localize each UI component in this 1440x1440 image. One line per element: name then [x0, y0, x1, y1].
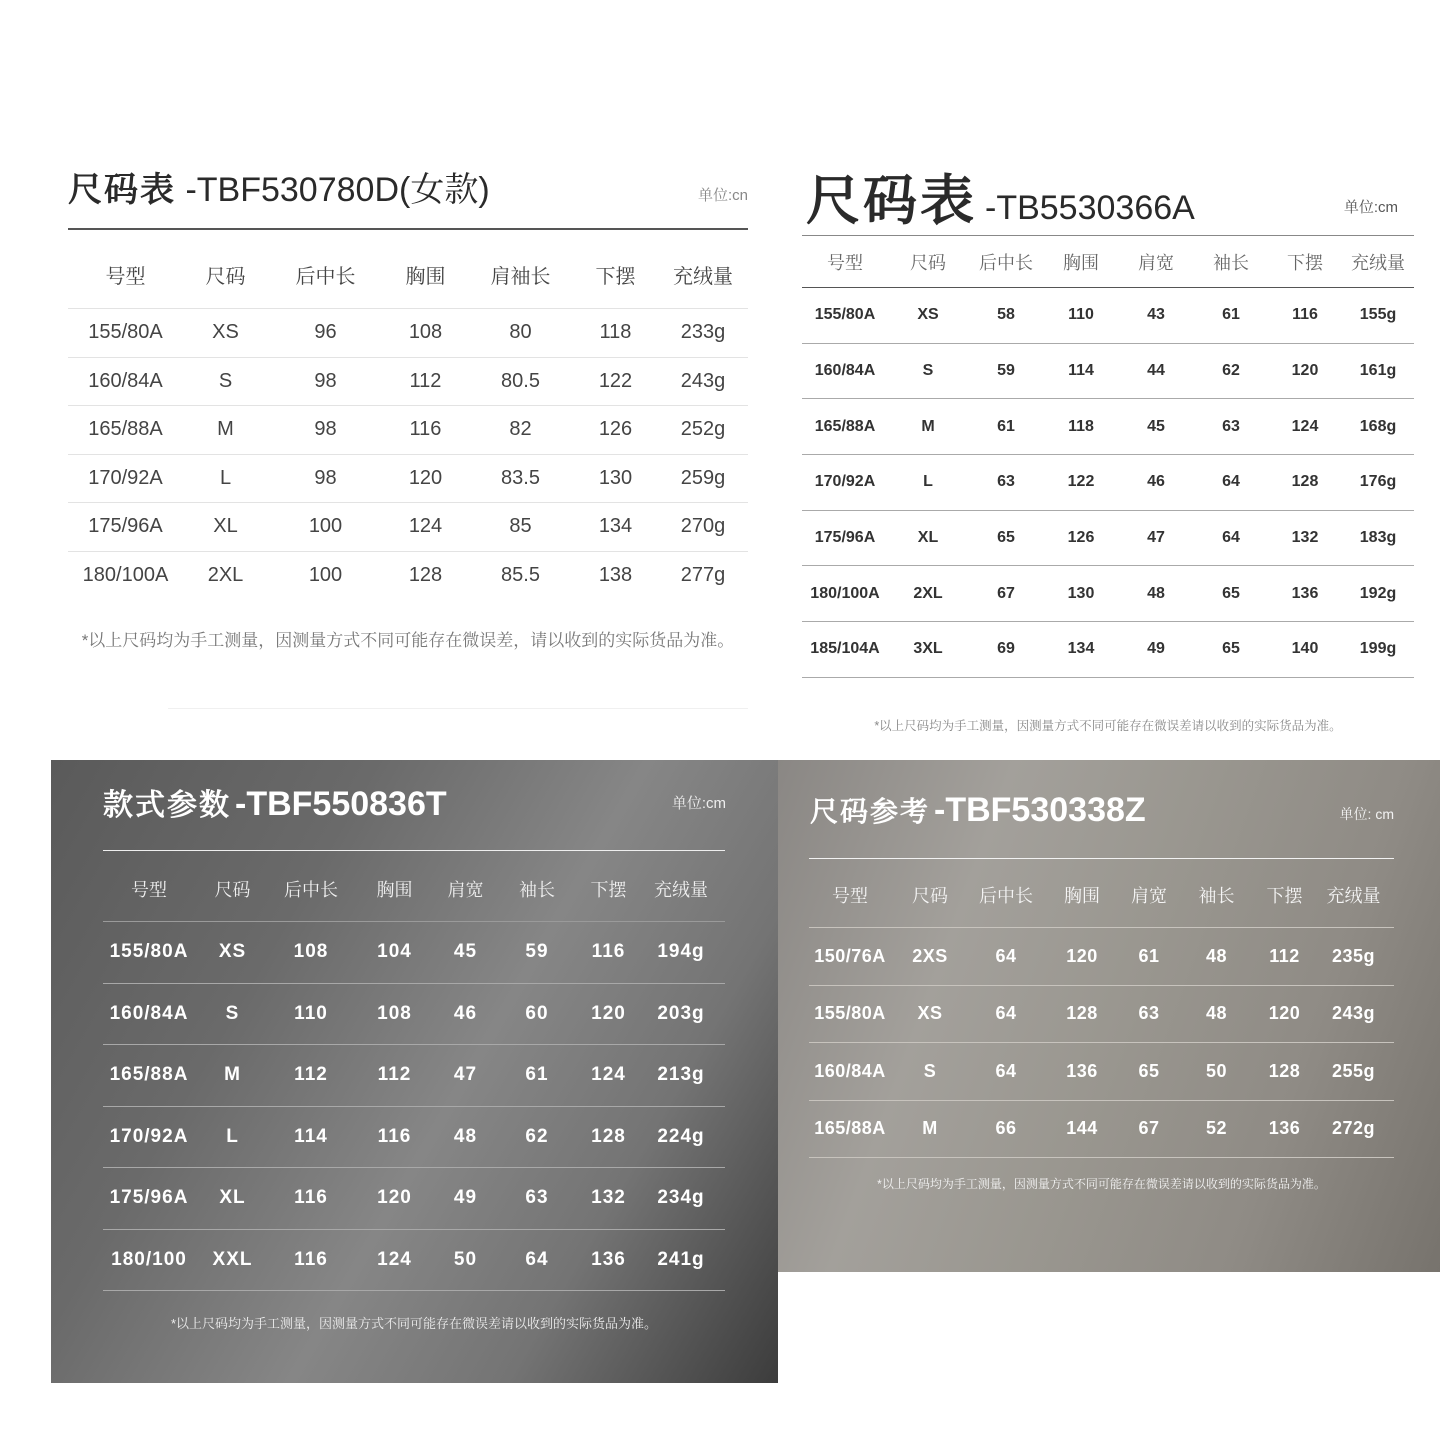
- table-cell: 65: [1194, 566, 1268, 622]
- row-size-code: 165/88A: [103, 1045, 195, 1107]
- table-cell: 85: [468, 502, 573, 551]
- table-cell: 183g: [1342, 511, 1414, 567]
- table-cell: XS: [891, 986, 969, 1044]
- table-cell: 48: [1177, 928, 1256, 986]
- table-cell: 136: [1256, 1101, 1313, 1159]
- column-header: 充绒量: [1342, 236, 1414, 288]
- column-header: 号型: [105, 265, 146, 288]
- row-size-code: 175/96A: [103, 1168, 195, 1230]
- title-divider: [809, 858, 1394, 859]
- table-cell: 82: [468, 405, 573, 454]
- table-cell: 85.5: [468, 551, 573, 600]
- table-cell: 116: [1268, 288, 1342, 344]
- table-cell: 46: [1118, 455, 1194, 511]
- row-size-code: 175/96A: [68, 502, 183, 551]
- table-cell: XXL: [195, 1230, 270, 1292]
- table-cell: M: [891, 1101, 969, 1159]
- row-size-code: 155/80A: [68, 308, 183, 357]
- title-main: 尺码参考: [810, 796, 931, 827]
- column-header: 下摆: [595, 265, 636, 288]
- table-cell: 138: [573, 551, 658, 600]
- title-code: -TBF550836T: [235, 785, 447, 823]
- column-header: 号型: [103, 856, 195, 922]
- table-cell: 58: [968, 288, 1044, 344]
- table-cell: 176g: [1342, 455, 1414, 511]
- size-chart-panel-c: [51, 760, 778, 1383]
- row-size-code: 165/88A: [802, 399, 888, 455]
- table-cell: M: [183, 405, 268, 454]
- table-cell: 100: [268, 551, 383, 600]
- column-header: 后中长: [295, 265, 356, 288]
- column-header: 尺码: [888, 236, 968, 288]
- table-cell: 116: [383, 405, 468, 454]
- row-size-code: 150/76A: [809, 928, 891, 986]
- table-cell: 134: [573, 502, 658, 551]
- column-header: 袖长: [494, 856, 580, 922]
- table-cell: S: [195, 984, 270, 1046]
- column-header: 尺码: [891, 862, 969, 928]
- table-cell: 120: [1043, 928, 1121, 986]
- table-cell: 110: [1044, 288, 1118, 344]
- row-size-code: 180/100A: [68, 551, 183, 600]
- table-cell: 128: [580, 1107, 637, 1169]
- table-cell: S: [183, 357, 268, 406]
- table-cell: 63: [494, 1168, 580, 1230]
- table-cell: XS: [888, 288, 968, 344]
- row-size-code: 180/100: [103, 1230, 195, 1292]
- row-size-code: 170/92A: [103, 1107, 195, 1169]
- table-cell: XL: [183, 502, 268, 551]
- table-cell: 241g: [637, 1230, 725, 1292]
- column-header: 后中长: [968, 236, 1044, 288]
- column-header: 肩袖长: [490, 265, 551, 288]
- table-cell: 44: [1118, 344, 1194, 400]
- title-code: -TBF530780D(女款): [176, 171, 490, 209]
- table-cell: 83.5: [468, 454, 573, 503]
- table-cell: 45: [1118, 399, 1194, 455]
- table-cell: 124: [580, 1045, 637, 1107]
- table-cell: 118: [573, 308, 658, 357]
- table-cell: 96: [268, 308, 383, 357]
- row-size-code: 160/84A: [68, 357, 183, 406]
- column-header: 号型: [802, 236, 888, 288]
- table-cell: 98: [268, 405, 383, 454]
- table-cell: M: [195, 1045, 270, 1107]
- size-chart-panel-d: [778, 760, 1440, 1272]
- table-cell: XS: [183, 308, 268, 357]
- table-cell: 203g: [637, 984, 725, 1046]
- table-cell: 128: [1256, 1043, 1313, 1101]
- row-size-code: 175/96A: [802, 511, 888, 567]
- table-cell: 67: [968, 566, 1044, 622]
- column-header: 充绒量: [1313, 862, 1394, 928]
- table-cell: 98: [268, 454, 383, 503]
- table-cell: 112: [383, 357, 468, 406]
- table-cell: 63: [1194, 399, 1268, 455]
- row-size-code: 155/80A: [802, 288, 888, 344]
- row-size-code: 170/92A: [68, 454, 183, 503]
- row-size-code: 160/84A: [809, 1043, 891, 1101]
- table-cell: 52: [1177, 1101, 1256, 1159]
- table-cell: L: [183, 454, 268, 503]
- table-cell: 234g: [637, 1168, 725, 1230]
- column-header: 下摆: [1256, 862, 1313, 928]
- row-size-code: 155/80A: [103, 922, 195, 984]
- column-header: 胸围: [1044, 236, 1118, 288]
- table-cell: 80: [468, 308, 573, 357]
- size-table: [809, 862, 1394, 1158]
- table-cell: 233g: [658, 308, 748, 357]
- table-cell: 61: [1121, 928, 1177, 986]
- footnote: *以上尺码均为手工测量，因测量方式不同可能存在微误差请以收到的实际货品为准。: [874, 719, 1342, 733]
- row-size-code: 170/92A: [802, 455, 888, 511]
- table-cell: 134: [1044, 622, 1118, 678]
- table-cell: 120: [352, 1168, 437, 1230]
- table-cell: 59: [968, 344, 1044, 400]
- size-chart-panel-b: [790, 140, 1440, 750]
- table-cell: 65: [1194, 622, 1268, 678]
- table-cell: XL: [195, 1168, 270, 1230]
- table-cell: 144: [1043, 1101, 1121, 1159]
- title-main: 款式参数: [103, 789, 231, 822]
- title-divider: [103, 850, 725, 851]
- table-cell: 63: [968, 455, 1044, 511]
- table-cell: 112: [1256, 928, 1313, 986]
- table-cell: 132: [580, 1168, 637, 1230]
- table-cell: 116: [352, 1107, 437, 1169]
- table-cell: 61: [968, 399, 1044, 455]
- table-cell: 66: [969, 1101, 1043, 1159]
- table-cell: 64: [969, 986, 1043, 1044]
- unit-label: 单位:cm: [671, 795, 726, 812]
- table-cell: 60: [494, 984, 580, 1046]
- row-size-code: 160/84A: [802, 344, 888, 400]
- title-main: 尺码表: [68, 171, 176, 209]
- footnote: *以上尺码均为手工测量，因测量方式不同可能存在微误差，请以收到的实际货品为准。: [81, 631, 735, 650]
- table-cell: 64: [969, 928, 1043, 986]
- column-header: 充绒量: [637, 856, 725, 922]
- table-cell: 100: [268, 502, 383, 551]
- table-cell: 47: [437, 1045, 494, 1107]
- table-cell: 63: [1121, 986, 1177, 1044]
- unit-label: 单位: cm: [1339, 806, 1394, 822]
- table-cell: 104: [352, 922, 437, 984]
- title-code: -TB5530366A: [985, 189, 1195, 227]
- table-cell: 128: [383, 551, 468, 600]
- table-cell: 49: [437, 1168, 494, 1230]
- table-cell: 45: [437, 922, 494, 984]
- table-cell: 50: [437, 1230, 494, 1292]
- table-cell: 122: [573, 357, 658, 406]
- table-cell: 259g: [658, 454, 748, 503]
- table-cell: 199g: [1342, 622, 1414, 678]
- table-cell: 122: [1044, 455, 1118, 511]
- column-header: 肩宽: [1121, 862, 1177, 928]
- table-cell: 272g: [1313, 1101, 1394, 1159]
- table-cell: 130: [573, 454, 658, 503]
- table-cell: 120: [1256, 986, 1313, 1044]
- column-header: 胸围: [405, 265, 446, 288]
- column-header: 肩宽: [437, 856, 494, 922]
- table-cell: 136: [1043, 1043, 1121, 1101]
- column-header: 下摆: [1268, 236, 1342, 288]
- table-cell: 65: [1121, 1043, 1177, 1101]
- table-cell: 64: [1194, 455, 1268, 511]
- column-header: 袖长: [1194, 236, 1268, 288]
- row-size-code: 155/80A: [809, 986, 891, 1044]
- unit-label: 单位:cn: [697, 187, 748, 204]
- panel-title: [103, 780, 447, 824]
- table-cell: 98: [268, 357, 383, 406]
- table-cell: M: [888, 399, 968, 455]
- column-header: 袖长: [1177, 862, 1256, 928]
- row-size-code: 165/88A: [809, 1101, 891, 1159]
- table-cell: 112: [352, 1045, 437, 1107]
- table-cell: 108: [352, 984, 437, 1046]
- table-cell: 140: [1268, 622, 1342, 678]
- table-cell: 112: [270, 1045, 352, 1107]
- table-cell: 155g: [1342, 288, 1414, 344]
- table-cell: 47: [1118, 511, 1194, 567]
- table-cell: XL: [888, 511, 968, 567]
- panel-title: [68, 162, 490, 211]
- table-cell: 69: [968, 622, 1044, 678]
- table-cell: 124: [352, 1230, 437, 1292]
- table-cell: 61: [1194, 288, 1268, 344]
- table-cell: 48: [1118, 566, 1194, 622]
- row-size-code: 185/104A: [802, 622, 888, 678]
- footnote: *以上尺码均为手工测量，因测量方式不同可能存在微误差请以收到的实际货品为准。: [170, 1316, 658, 1331]
- table-cell: 114: [270, 1107, 352, 1169]
- footnote: *以上尺码均为手工测量，因测量方式不同可能存在微误差请以收到的实际货品为准。: [877, 1177, 1326, 1191]
- table-cell: 192g: [1342, 566, 1414, 622]
- table-cell: 65: [968, 511, 1044, 567]
- table-cell: 59: [494, 922, 580, 984]
- table-cell: 114: [1044, 344, 1118, 400]
- table-cell: 64: [1194, 511, 1268, 567]
- table-cell: 46: [437, 984, 494, 1046]
- table-cell: 128: [1043, 986, 1121, 1044]
- table-cell: 252g: [658, 405, 748, 454]
- table-cell: 243g: [1313, 986, 1394, 1044]
- table-cell: XS: [195, 922, 270, 984]
- column-header: 尺码: [205, 265, 246, 288]
- table-cell: 136: [1268, 566, 1342, 622]
- size-table: [802, 236, 1414, 678]
- table-cell: 43: [1118, 288, 1194, 344]
- table-cell: 80.5: [468, 357, 573, 406]
- table-cell: 2XL: [183, 551, 268, 600]
- size-chart-panel-a: [48, 140, 768, 720]
- row-size-code: 180/100A: [802, 566, 888, 622]
- table-cell: 120: [383, 454, 468, 503]
- table-cell: 67: [1121, 1101, 1177, 1159]
- bottom-divider: [168, 708, 748, 709]
- table-cell: 235g: [1313, 928, 1394, 986]
- table-cell: 243g: [658, 357, 748, 406]
- column-header: 号型: [809, 862, 891, 928]
- title-main: 尺码表: [806, 171, 977, 231]
- column-header: 下摆: [580, 856, 637, 922]
- table-cell: 48: [1177, 986, 1256, 1044]
- table-cell: 108: [383, 308, 468, 357]
- unit-label: 单位:cm: [1343, 199, 1398, 216]
- table-cell: 130: [1044, 566, 1118, 622]
- table-cell: 120: [1268, 344, 1342, 400]
- table-cell: 61: [494, 1045, 580, 1107]
- title-divider: [68, 228, 748, 230]
- table-cell: 3XL: [888, 622, 968, 678]
- column-header: 肩宽: [1118, 236, 1194, 288]
- table-cell: 50: [1177, 1043, 1256, 1101]
- table-cell: 213g: [637, 1045, 725, 1107]
- table-cell: S: [891, 1043, 969, 1101]
- size-table: [103, 856, 725, 1291]
- table-cell: 64: [969, 1043, 1043, 1101]
- column-header: 后中长: [270, 856, 352, 922]
- table-cell: 118: [1044, 399, 1118, 455]
- column-header: 胸围: [352, 856, 437, 922]
- panel-title: [806, 158, 1195, 235]
- table-cell: 132: [1268, 511, 1342, 567]
- table-cell: 108: [270, 922, 352, 984]
- table-cell: 136: [580, 1230, 637, 1292]
- table-cell: 2XS: [891, 928, 969, 986]
- table-cell: 110: [270, 984, 352, 1046]
- column-header: 充绒量: [673, 265, 733, 288]
- table-cell: 277g: [658, 551, 748, 600]
- table-cell: 168g: [1342, 399, 1414, 455]
- table-cell: 128: [1268, 455, 1342, 511]
- table-cell: 255g: [1313, 1043, 1394, 1101]
- table-cell: 126: [573, 405, 658, 454]
- table-cell: 62: [494, 1107, 580, 1169]
- table-cell: 124: [383, 502, 468, 551]
- table-cell: 62: [1194, 344, 1268, 400]
- table-cell: 124: [1268, 399, 1342, 455]
- table-cell: 116: [270, 1168, 352, 1230]
- table-cell: L: [195, 1107, 270, 1169]
- table-cell: 224g: [637, 1107, 725, 1169]
- column-header: 尺码: [195, 856, 270, 922]
- column-header: 后中长: [969, 862, 1043, 928]
- table-cell: 116: [270, 1230, 352, 1292]
- row-size-code: 165/88A: [68, 405, 183, 454]
- table-cell: 2XL: [888, 566, 968, 622]
- table-cell: 270g: [658, 502, 748, 551]
- column-header: 胸围: [1043, 862, 1121, 928]
- row-size-code: 160/84A: [103, 984, 195, 1046]
- table-cell: 116: [580, 922, 637, 984]
- table-cell: 194g: [637, 922, 725, 984]
- table-cell: 49: [1118, 622, 1194, 678]
- table-cell: 48: [437, 1107, 494, 1169]
- table-cell: 126: [1044, 511, 1118, 567]
- title-code: -TBF530338Z: [934, 791, 1146, 829]
- table-cell: S: [888, 344, 968, 400]
- panel-title: [810, 790, 1146, 830]
- table-cell: 64: [494, 1230, 580, 1292]
- size-table: [68, 240, 748, 599]
- table-cell: 120: [580, 984, 637, 1046]
- table-cell: 161g: [1342, 344, 1414, 400]
- table-cell: L: [888, 455, 968, 511]
